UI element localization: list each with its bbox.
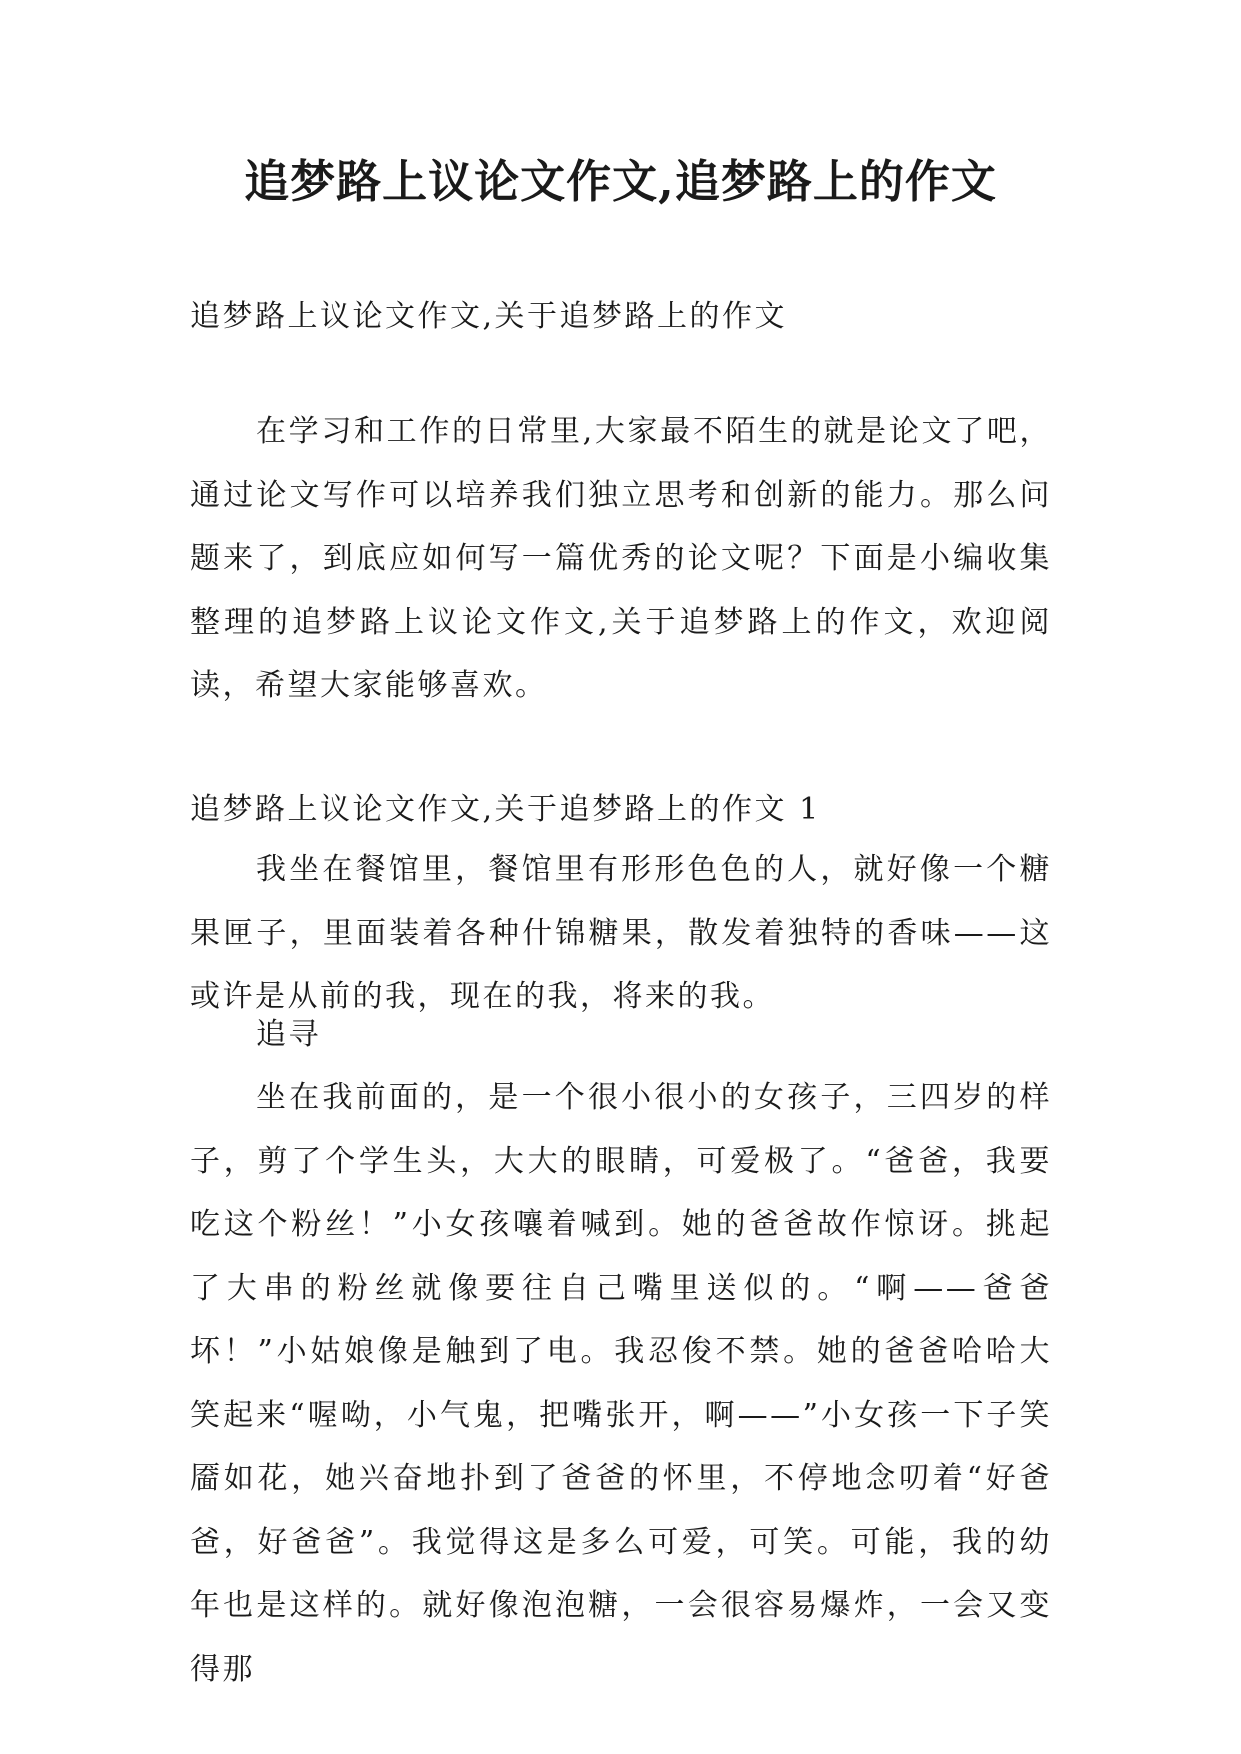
body-paragraph: 坐在我前面的，是一个很小很小的女孩子，三四岁的样子，剪了个学生头，大大的眼睛，可爱极了。“爸爸，我要吃这个粉丝！”小女孩嚷着喊到。她的爸爸故作惊讶。挑起了大串的粉丝就像要往自己嘴里送似的。“啊——爸爸坏！”小姑娘像是触到了电。我忍俊不禁。她的爸爸哈哈大笑起来“喔呦，小气鬼，把嘴张开，啊——”小女孩一下子笑靥如花，她兴奋地扑到了爸爸的怀里，不停地念叨着“好爸爸，好爸爸”。我觉得这是多么可爱，可笑。可能，我的幼年也是这样的。就好像泡泡糖，一会很容易爆炸，一会又变得那 — [190, 1080, 1052, 1687]
intro-paragraph: 在学习和工作的日常里,大家最不陌生的就是论文了吧，通过论文写作可以培养我们独立思考和创新的能力。那么问题来了，到底应如何写一篇优秀的论文呢？下面是小编收集整理的追梦路上议论文作文,关于追梦路上的作文，欢迎阅读，希望大家能够喜欢。 — [190, 414, 1052, 703]
body-paragraph-heading: 追寻 — [256, 1017, 321, 1052]
document-subtitle: 追梦路上议论文作文,关于追梦路上的作文 — [190, 299, 788, 334]
body-paragraph: 我坐在餐馆里，餐馆里有形形色色的人，就好像一个糖果匣子，里面装着各种什锦糖果，散发着独特的香味——这或许是从前的我，现在的我，将来的我。 — [190, 852, 1052, 1014]
section-heading: 追梦路上议论文作文,关于追梦路上的作文 1 — [190, 792, 821, 827]
document-title: 追梦路上议论文作文,追梦路上的作文 — [244, 155, 997, 208]
